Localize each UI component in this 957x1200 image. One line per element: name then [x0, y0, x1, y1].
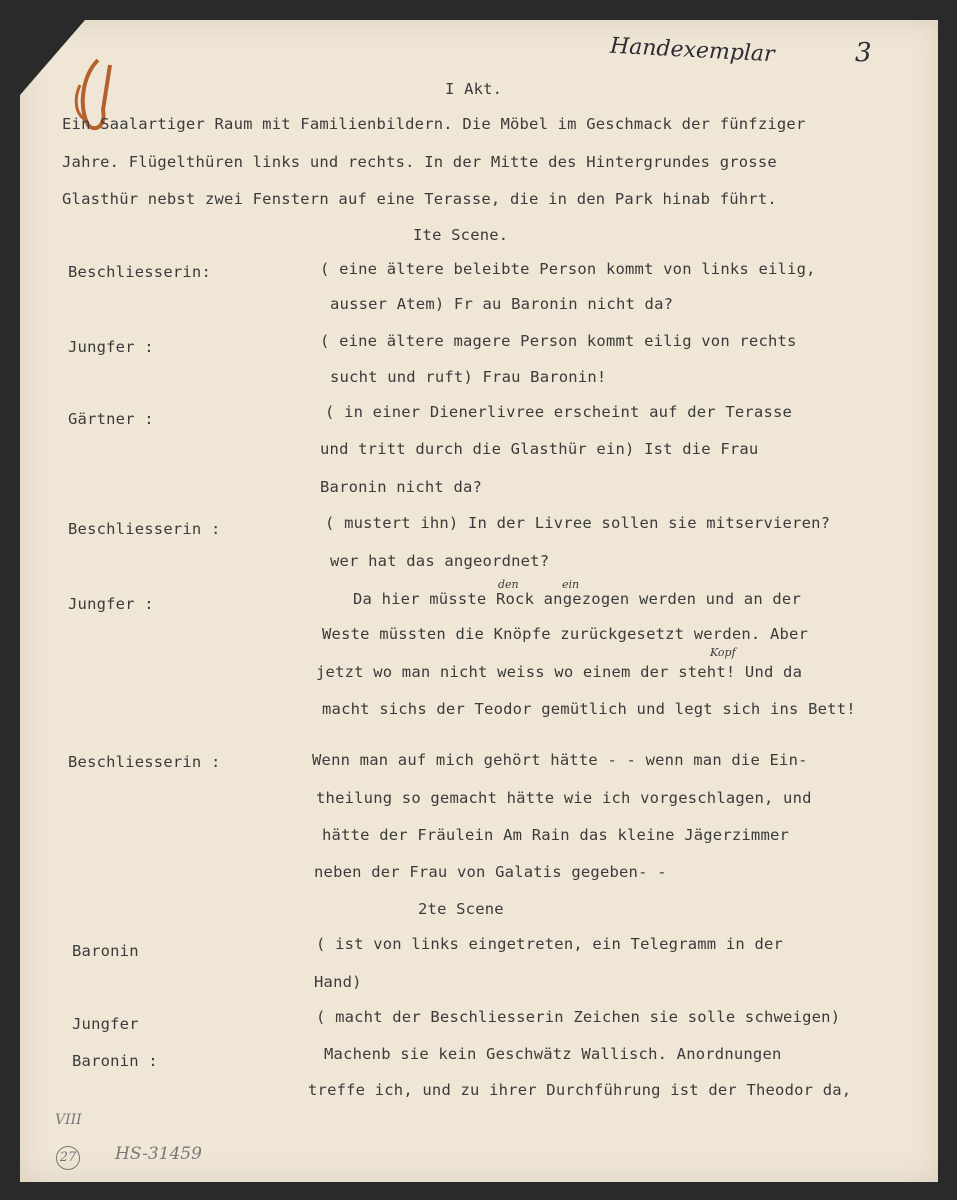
dialogue-line: wer hat das angeordnet?	[330, 552, 550, 570]
act-title: I Akt.	[445, 80, 503, 98]
dialogue-line: ( eine ältere beleibte Person kommt von links eilig,	[320, 260, 816, 278]
stage-direction-line: Jahre. Flügelthüren links und rechts. In der Mitte des Hintergrundes grosse	[62, 153, 777, 171]
speaker-name: Baronin :	[72, 1052, 158, 1070]
dialogue-line: ( eine ältere magere Person kommt eilig von rechts	[320, 332, 797, 350]
dialogue-line: und tritt durch die Glasthür ein) Ist die Frau	[320, 440, 759, 458]
speaker-name: Gärtner :	[68, 410, 154, 428]
handwritten-insertion: Kopf	[710, 646, 736, 659]
dialogue-line: Weste müssten die Knöpfe zurückgesetzt werden. Aber	[322, 625, 809, 643]
dialogue-line: Machenb sie kein Geschwätz Wallisch. Anordnungen	[324, 1045, 782, 1063]
stage-direction-line: Glasthür nebst zwei Fenstern auf eine Terasse, die in den Park hinab führt.	[62, 190, 777, 208]
speaker-name: Jungfer :	[68, 595, 154, 613]
speaker-name: Beschliesserin :	[68, 753, 221, 771]
dialogue-line: neben der Frau von Galatis gegeben- -	[314, 863, 667, 881]
stage-direction-line: Ein Saalartiger Raum mit Familienbildern. Die Möbel im Geschmack der fünfziger	[62, 115, 806, 133]
dialogue-line: jetzt wo man nicht weiss wo einem der steht! Und da	[316, 663, 803, 681]
inventory-number: HS-31459	[115, 1144, 202, 1164]
dialogue-line: macht sichs der Teodor gemütlich und legt sich ins Bett!	[322, 700, 856, 718]
dialogue-line: ( macht der Beschliesserin Zeichen sie solle schweigen)	[316, 1008, 841, 1026]
scene-heading: Ite Scene.	[413, 226, 509, 244]
speaker-name: Jungfer :	[68, 338, 154, 356]
dialogue-line: theilung so gemacht hätte wie ich vorgeschlagen, und	[316, 789, 812, 807]
dialogue-line: ( in einer Dienerlivree erscheint auf der Terasse	[325, 403, 793, 421]
speaker-name: Jungfer	[72, 1015, 139, 1033]
dialogue-line: Da hier müsste Rock angezogen werden und an der	[353, 590, 801, 608]
dialogue-line: treffe ich, und zu ihrer Durchführung ist der Theodor da,	[308, 1081, 852, 1099]
dialogue-line: Hand)	[314, 973, 362, 991]
scene-heading: 2te Scene	[418, 900, 504, 918]
dialogue-line: ( ist von links eingetreten, ein Telegramm in der	[316, 935, 784, 953]
handwritten-insertion: den	[498, 578, 519, 591]
speaker-name: Baronin	[72, 942, 139, 960]
dialogue-line: sucht und ruft) Frau Baronin!	[330, 368, 607, 386]
speaker-name: Beschliesserin :	[68, 520, 221, 538]
speaker-name: Beschliesserin:	[68, 263, 211, 281]
dialogue-line: Wenn man auf mich gehört hätte - - wenn man die Ein-	[312, 751, 808, 769]
dialogue-line: ausser Atem) Fr au Baronin nicht da?	[330, 295, 674, 313]
signature-mark: VIII	[55, 1112, 82, 1128]
page-number: 3	[855, 38, 872, 68]
handwritten-note: Handexemplar	[609, 33, 776, 68]
handwritten-insertion: ein	[562, 578, 580, 591]
circled-number: 27	[56, 1146, 80, 1170]
document-page	[20, 20, 938, 1182]
dialogue-line: ( mustert ihn) In der Livree sollen sie mitservieren?	[325, 514, 831, 532]
dialogue-line: hätte der Fräulein Am Rain das kleine Jägerzimmer	[322, 826, 790, 844]
dialogue-line: Baronin nicht da?	[320, 478, 483, 496]
